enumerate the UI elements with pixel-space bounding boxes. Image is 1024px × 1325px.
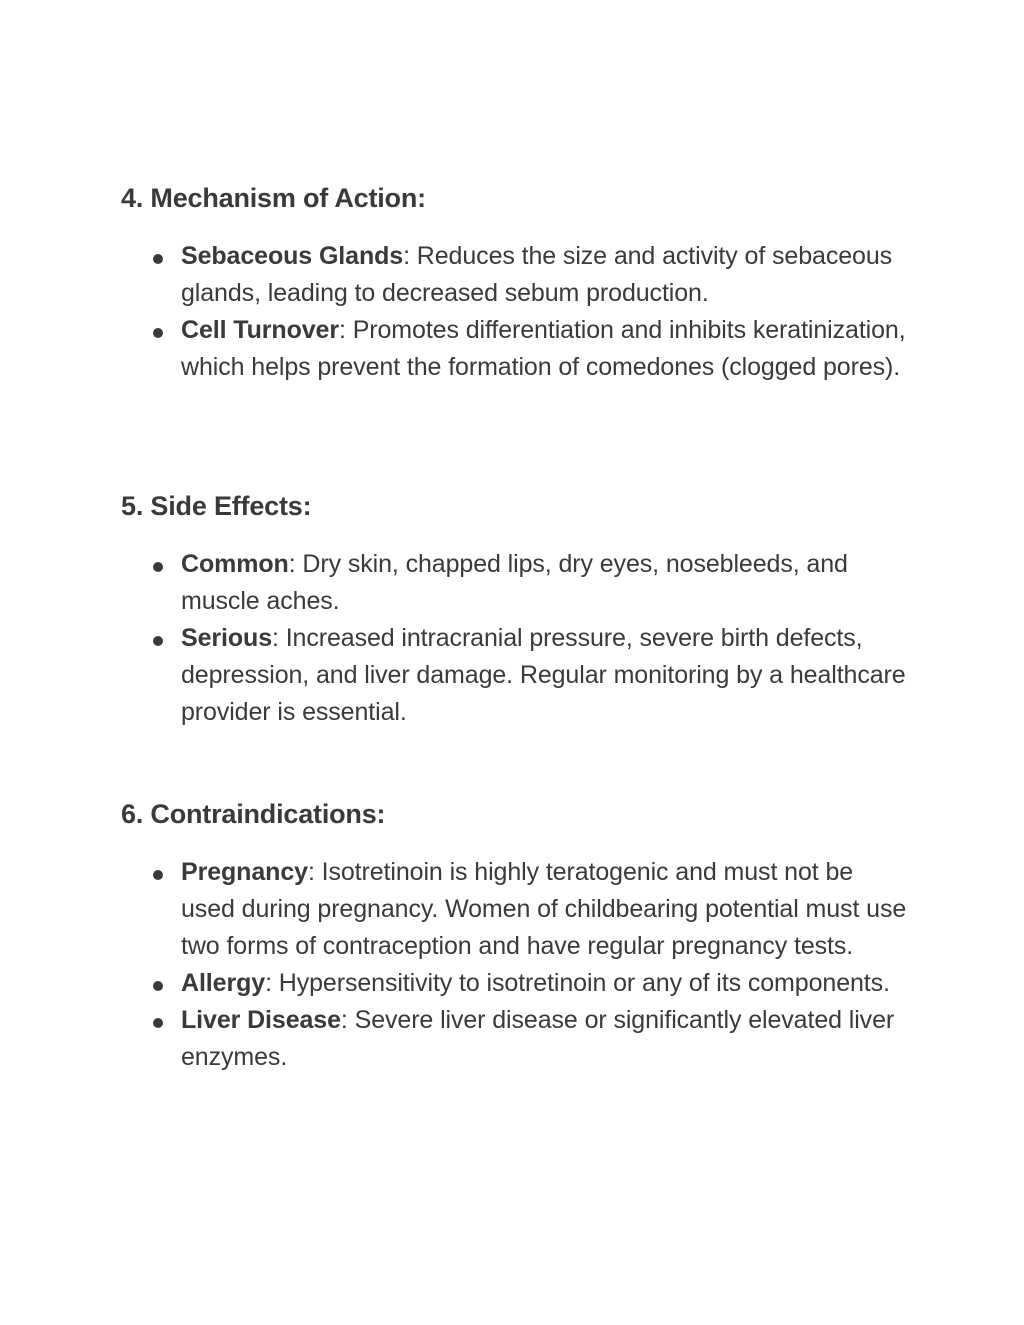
- list-item: [121, 546, 911, 620]
- section-heading: 4. Mechanism of Action:: [121, 183, 426, 213]
- bullet-icon: [153, 562, 163, 572]
- bullet-text: : Severe liver disease or significantly elevated liver enzymes.: [181, 1006, 895, 1071]
- section-side-effects: [121, 489, 911, 731]
- section-mechanism-of-action: [121, 181, 911, 386]
- bullet-text: : Reduces the size and activity of sebaceous glands, leading to decreased sebum production.: [181, 242, 893, 307]
- section-heading: 6. Contraindications:: [121, 799, 386, 829]
- bullet-icon: [153, 981, 163, 991]
- bullet-term: Serious: [181, 624, 272, 652]
- bullet-icon: [153, 328, 163, 338]
- bullet-icon: [153, 1018, 163, 1028]
- bullet-term: Cell Turnover: [181, 316, 339, 344]
- bullet-text: : Hypersensitivity to isotretinoin or any of its components.: [265, 969, 890, 997]
- bullet-text: : Dry skin, chapped lips, dry eyes, nosebleeds, and muscle aches.: [181, 550, 848, 615]
- bullet-text: : Promotes differentiation and inhibits keratinization, which helps prevent the formation of comedones (clogged pores).: [181, 316, 906, 381]
- section-contraindications: [121, 797, 911, 1076]
- bullet-term: Allergy: [181, 969, 266, 997]
- bullet-text: : Increased intracranial pressure, severe birth defects, depression, and liver damage. Regular monitoring by a healthcare provider is essential.: [181, 624, 906, 726]
- bullet-text: : Isotretinoin is highly teratogenic and must not be used during pregnancy. Women of childbearing potential must use two forms of contraception and have regular pregnancy tests.: [181, 858, 907, 960]
- bullet-icon: [153, 870, 163, 880]
- bullet-list: [121, 854, 911, 1076]
- bullet-term: Sebaceous Glands: [181, 242, 404, 270]
- bullet-term: Pregnancy: [181, 858, 308, 886]
- list-item: [121, 238, 911, 312]
- section-heading: 5. Side Effects:: [121, 491, 312, 521]
- list-item: [121, 620, 911, 731]
- list-item: [121, 1002, 911, 1076]
- bullet-icon: [153, 254, 163, 264]
- bullet-term: Common: [181, 550, 289, 578]
- bullet-list: [121, 238, 911, 386]
- bullet-icon: [153, 636, 163, 646]
- list-item: [121, 965, 911, 1002]
- list-item: [121, 854, 911, 965]
- list-item: [121, 312, 911, 386]
- bullet-list: [121, 546, 911, 731]
- bullet-term: Liver Disease: [181, 1006, 341, 1034]
